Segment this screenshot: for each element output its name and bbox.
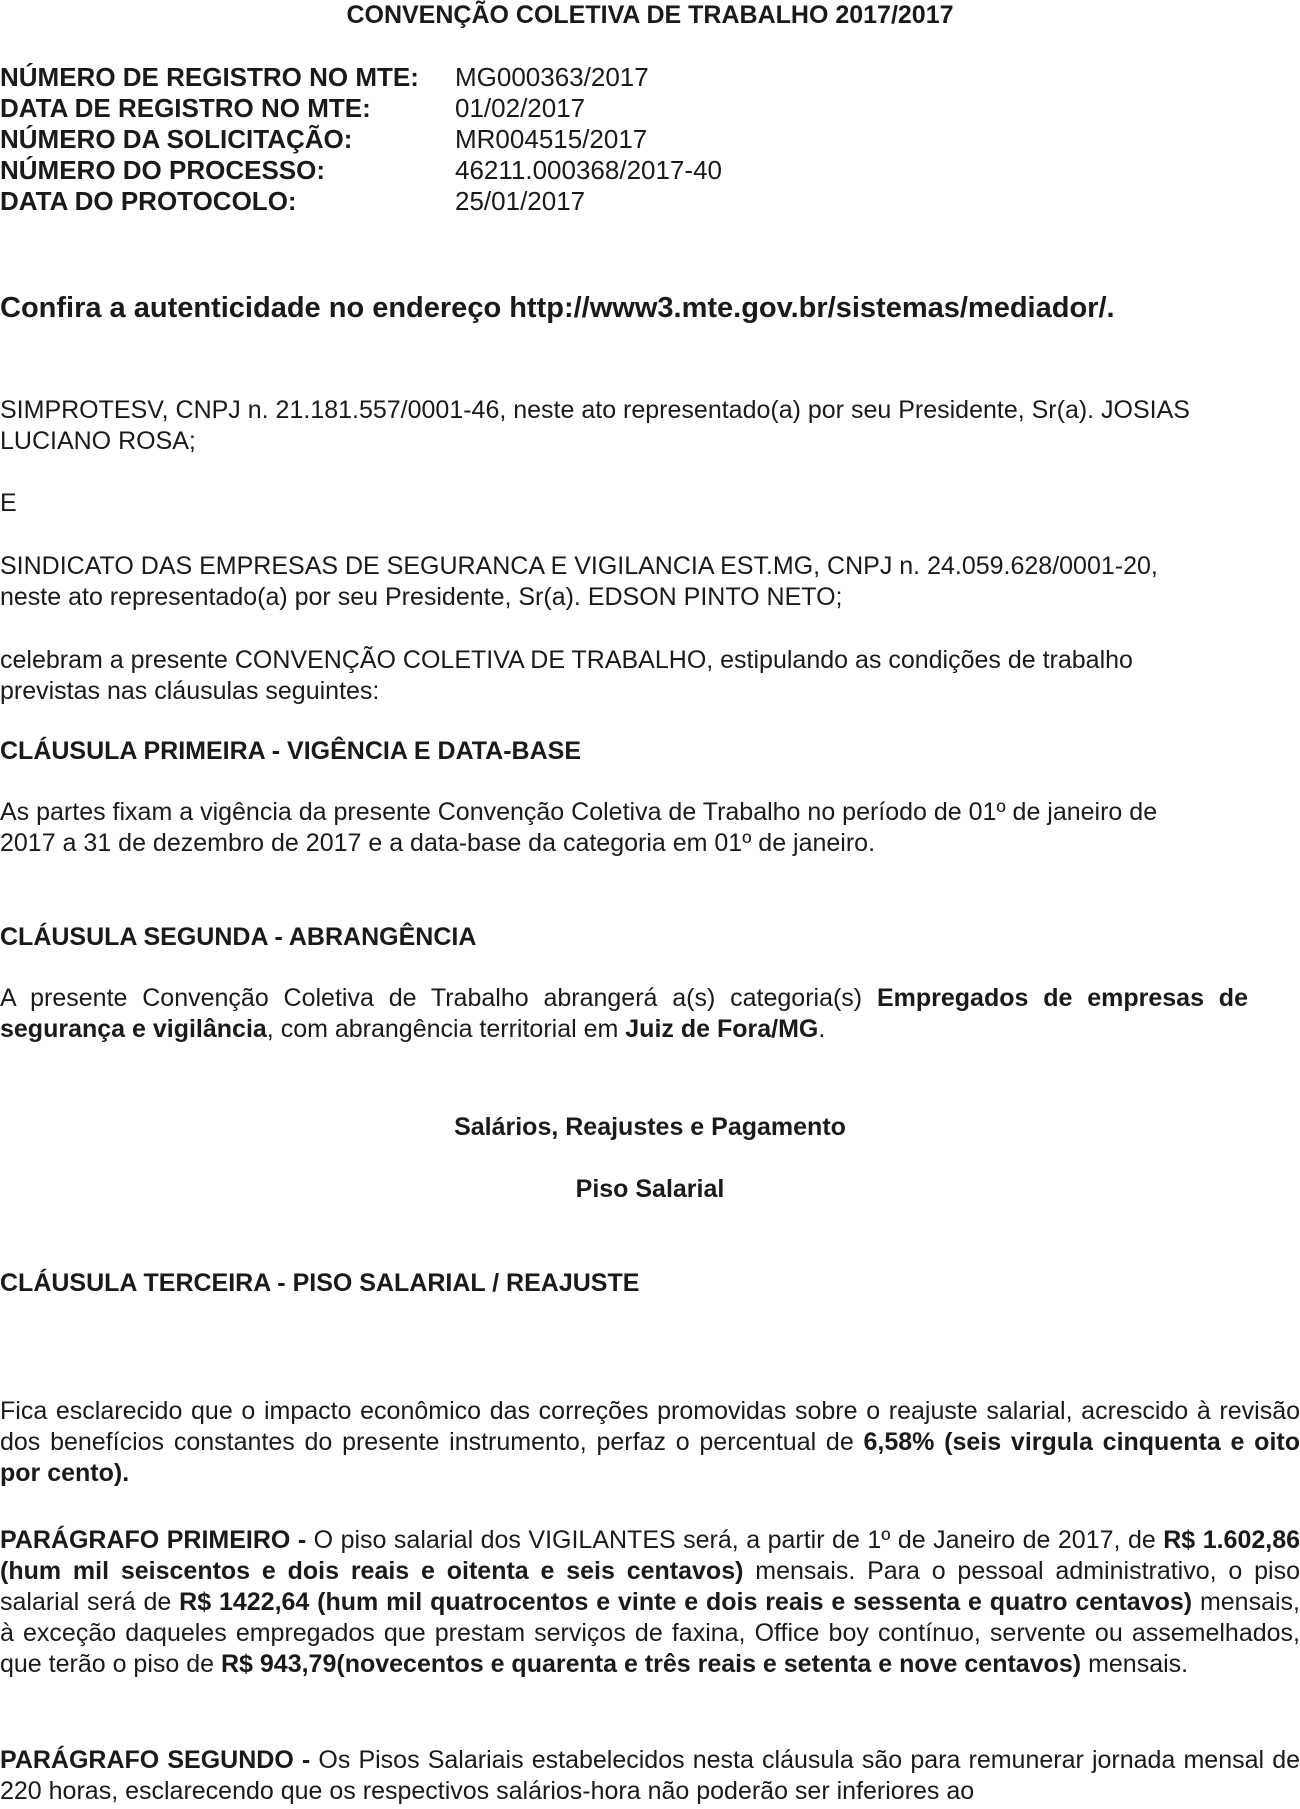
paragraph-two: PARÁGRAFO SEGUNDO - Os Pisos Salariais estabelecidos nesta cláusula são para remunerar jornada mensal de 220 horas, esclarecendo que os respectivos salários-hora não poderão ser inferiores ao [0, 1746, 1300, 1805]
process-number-value: 46211.000368/2017-40 [455, 155, 722, 185]
conjunction: E [0, 489, 17, 517]
document-title: CONVENÇÃO COLETIVA DE TRABALHO 2017/2017 [346, 1, 954, 29]
protocol-date-label: DATA DO PROTOCOLO: [0, 186, 297, 216]
clause-one-line-2: 2017 a 31 de dezembro de 2017 e a data-base da categoria em 01º de janeiro. [0, 829, 876, 857]
request-number-label: NÚMERO DA SOLICITAÇÃO: [0, 124, 353, 154]
party-two-line-2: neste ato representado(a) por seu Presidente, Sr(a). EDSON PINTO NETO; [0, 583, 843, 611]
party-two-line-1: SINDICATO DAS EMPRESAS DE SEGURANCA E VIGILANCIA EST.MG, CNPJ n. 24.059.628/0001-20, [0, 552, 1158, 580]
section-group-title: Salários, Reajustes e Pagamento [454, 1113, 846, 1141]
protocol-date-value: 25/01/2017 [455, 186, 586, 216]
registration-date-label: DATA DE REGISTRO NO MTE: [0, 93, 371, 123]
clause-two-heading: CLÁUSULA SEGUNDA - ABRANGÊNCIA [0, 923, 477, 951]
paragraph-one: PARÁGRAFO PRIMEIRO - O piso salarial dos VIGILANTES será, a partir de 1º de Janeiro de 2017, de R$ 1.602,86 (hum mil seiscentos e dois reais e oitenta e seis centavos) mensais. Para o pessoal administrativo, o piso salarial será de R$ 1422,64 (hum mil quatrocentos e vinte e dois reais e sessenta e quatro centavos) mensais, à exceção daqueles empregados que prestam serviços de faxina, Office boy contínuo, servente ou assemelhados, que terão o piso de R$ 943,79(novecentos e quarenta e três reais e setenta e nove centavos) mensais. [0, 1526, 1300, 1678]
clause-one-heading: CLÁUSULA PRIMEIRA - VIGÊNCIA E DATA-BASE [0, 737, 582, 765]
celebration-line-1: celebram a presente CONVENÇÃO COLETIVA DE TRABALHO, estipulando as condições de trabalho [0, 646, 1133, 674]
registration-date-value: 01/02/2017 [455, 93, 586, 123]
request-number-value: MR004515/2017 [455, 124, 648, 154]
clause-two-text: A presente Convenção Coletiva de Trabalho abrangerá a(s) categoria(s) Empregados de empresas de segurança e vigilância, com abrangência territorial em Juiz de Fora/MG. [0, 984, 1248, 1043]
party-one-line-2: LUCIANO ROSA; [0, 427, 196, 455]
process-number-label: NÚMERO DO PROCESSO: [0, 155, 326, 185]
clause-three-intro: Fica esclarecido que o impacto econômico das correções promovidas sobre o reajuste salarial, acrescido à revisão dos benefícios constantes do presente instrumento, perfaz o percentual de 6,58% (seis virgula cinquenta e oito por cento). [0, 1397, 1300, 1487]
section-sub-title: Piso Salarial [575, 1175, 725, 1203]
registration-number-label: NÚMERO DE REGISTRO NO MTE: [0, 62, 419, 92]
clause-one-line-1: As partes fixam a vigência da presente Convenção Coletiva de Trabalho no período de 01º de janeiro de [0, 798, 1158, 826]
registration-number-value: MG000363/2017 [455, 62, 649, 92]
celebration-line-2: previstas nas cláusulas seguintes: [0, 677, 380, 705]
party-one-line-1: SIMPROTESV, CNPJ n. 21.181.557/0001-46, neste ato representado(a) por seu Presidente, Sr(a). JOSIAS [0, 396, 1190, 424]
authenticity-notice: Confira a autenticidade no endereço http://www3.mte.gov.br/sistemas/mediador/. [0, 292, 1115, 324]
clause-three-heading: CLÁUSULA TERCEIRA - PISO SALARIAL / REAJUSTE [0, 1269, 640, 1297]
